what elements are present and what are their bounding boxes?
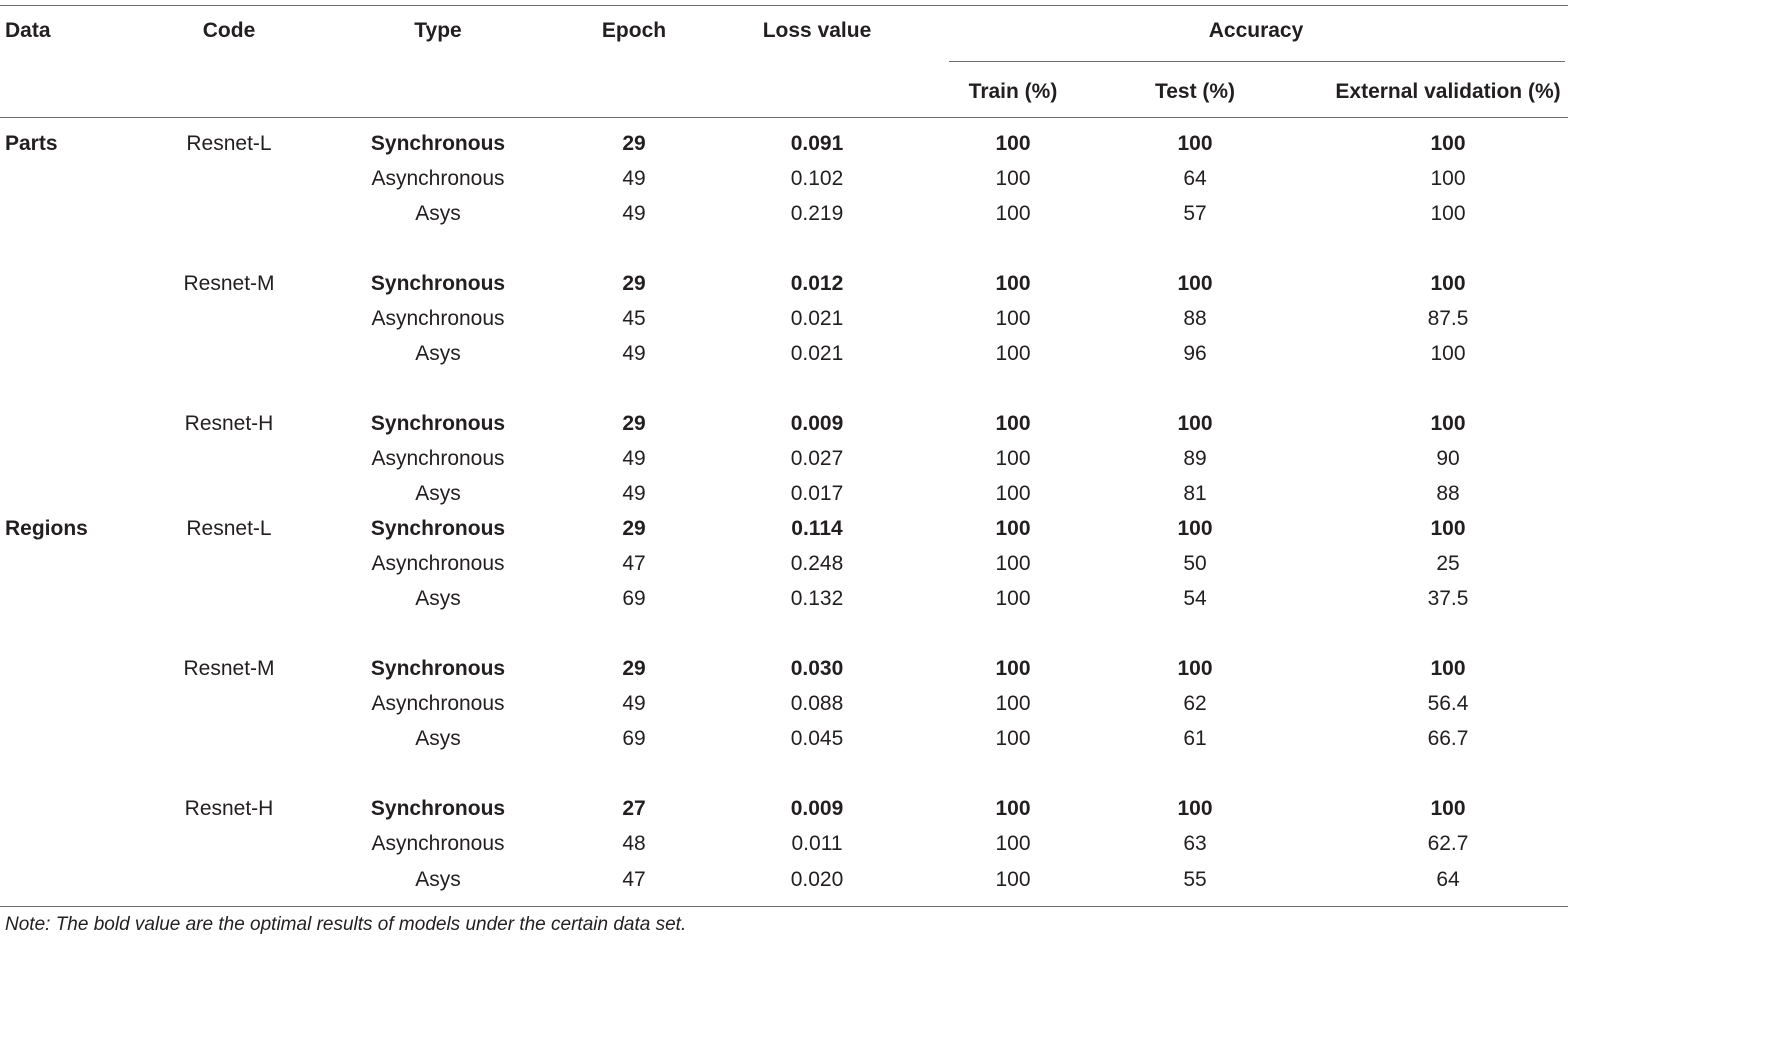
cell-code: Resnet-M (183, 272, 275, 295)
cell-data: Regions (5, 517, 88, 540)
cell-loss: 0.009 (790, 412, 844, 435)
cell-loss: 0.021 (790, 307, 844, 330)
cell-external: 37.5 (1427, 587, 1469, 610)
cell-test: 89 (1183, 447, 1207, 470)
cell-train: 100 (995, 447, 1031, 470)
cell-type: Asys (415, 587, 461, 610)
header-epoch: Epoch (601, 19, 667, 42)
cell-train: 100 (995, 412, 1031, 435)
cell-loss: 0.021 (790, 342, 844, 365)
cell-test: 54 (1183, 587, 1207, 610)
cell-test: 100 (1177, 412, 1213, 435)
cell-external: 25 (1436, 552, 1460, 575)
cell-external: 100 (1430, 797, 1466, 820)
cell-test: 100 (1177, 132, 1213, 155)
cell-test: 62 (1183, 692, 1207, 715)
cell-train: 100 (995, 167, 1031, 190)
cell-external: 87.5 (1427, 307, 1469, 330)
cell-type: Asynchronous (371, 167, 505, 190)
cell-external: 64 (1436, 868, 1460, 891)
cell-code: Resnet-H (184, 412, 274, 435)
cell-type: Asys (415, 727, 461, 750)
cell-loss: 0.088 (790, 692, 844, 715)
cell-loss: 0.091 (790, 132, 844, 155)
cell-type: Synchronous (370, 272, 506, 295)
cell-epoch: 29 (622, 412, 646, 435)
header-data: Data (5, 19, 51, 42)
cell-code: Resnet-L (186, 517, 272, 540)
cell-train: 100 (995, 482, 1031, 505)
cell-test: 100 (1177, 272, 1213, 295)
cell-code: Resnet-L (186, 132, 272, 155)
cell-epoch: 27 (622, 797, 646, 820)
cell-train: 100 (995, 132, 1031, 155)
cell-external: 100 (1430, 657, 1466, 680)
cell-test: 64 (1183, 167, 1207, 190)
cell-external: 100 (1430, 412, 1466, 435)
cell-epoch: 49 (622, 342, 646, 365)
cell-external: 62.7 (1427, 832, 1469, 855)
cell-train: 100 (995, 552, 1031, 575)
cell-epoch: 49 (622, 167, 646, 190)
cell-loss: 0.027 (790, 447, 844, 470)
cell-type: Asynchronous (371, 832, 505, 855)
cell-loss: 0.012 (790, 272, 844, 295)
cell-test: 57 (1183, 202, 1207, 225)
cell-loss: 0.020 (790, 868, 844, 891)
cell-test: 55 (1183, 868, 1207, 891)
cell-type: Asys (415, 342, 461, 365)
cell-train: 100 (995, 307, 1031, 330)
cell-type: Synchronous (370, 412, 506, 435)
cell-type: Synchronous (370, 132, 506, 155)
cell-external: 100 (1430, 517, 1466, 540)
cell-loss: 0.132 (790, 587, 844, 610)
cell-test: 50 (1183, 552, 1207, 575)
table-bottom-rule (0, 906, 1568, 907)
cell-type: Synchronous (370, 797, 506, 820)
cell-type: Asys (415, 482, 461, 505)
cell-epoch: 47 (622, 552, 646, 575)
cell-type: Asys (415, 868, 461, 891)
cell-loss: 0.248 (790, 552, 844, 575)
cell-epoch: 45 (622, 307, 646, 330)
cell-external: 100 (1430, 202, 1466, 225)
cell-loss: 0.009 (790, 797, 844, 820)
header-bottom-rule (0, 117, 1568, 118)
cell-loss: 0.011 (791, 832, 843, 855)
cell-test: 100 (1177, 657, 1213, 680)
cell-train: 100 (995, 272, 1031, 295)
cell-test: 63 (1183, 832, 1207, 855)
cell-epoch: 29 (622, 272, 646, 295)
header-train: Train (%) (968, 80, 1058, 103)
cell-epoch: 49 (622, 447, 646, 470)
cell-train: 100 (995, 657, 1031, 680)
cell-train: 100 (995, 342, 1031, 365)
cell-loss: 0.114 (791, 517, 843, 540)
cell-loss: 0.017 (790, 482, 844, 505)
cell-type: Asynchronous (371, 447, 505, 470)
cell-train: 100 (995, 692, 1031, 715)
cell-loss: 0.045 (790, 727, 844, 750)
cell-epoch: 29 (622, 657, 646, 680)
cell-external: 100 (1430, 342, 1466, 365)
cell-train: 100 (995, 727, 1031, 750)
cell-type: Synchronous (370, 517, 506, 540)
cell-test: 100 (1177, 797, 1213, 820)
cell-epoch: 69 (622, 727, 646, 750)
cell-type: Asys (415, 202, 461, 225)
cell-epoch: 29 (622, 517, 646, 540)
header-accuracy: Accuracy (1208, 19, 1304, 42)
accuracy-group-rule (949, 61, 1565, 62)
cell-external: 100 (1430, 272, 1466, 295)
cell-test: 100 (1177, 517, 1213, 540)
cell-train: 100 (995, 517, 1031, 540)
cell-train: 100 (995, 202, 1031, 225)
cell-external: 66.7 (1427, 727, 1469, 750)
cell-epoch: 49 (622, 482, 646, 505)
cell-test: 81 (1183, 482, 1207, 505)
cell-loss: 0.219 (790, 202, 844, 225)
cell-epoch: 47 (622, 868, 646, 891)
cell-external: 100 (1430, 132, 1466, 155)
header-loss-value: Loss value (762, 19, 872, 42)
cell-train: 100 (995, 587, 1031, 610)
cell-external: 88 (1436, 482, 1460, 505)
cell-external: 56.4 (1427, 692, 1469, 715)
cell-epoch: 49 (622, 692, 646, 715)
cell-train: 100 (995, 832, 1031, 855)
cell-type: Asynchronous (371, 692, 505, 715)
cell-epoch: 29 (622, 132, 646, 155)
cell-loss: 0.102 (790, 167, 844, 190)
cell-test: 96 (1183, 342, 1207, 365)
cell-data: Parts (5, 132, 58, 155)
cell-epoch: 48 (622, 832, 646, 855)
cell-code: Resnet-H (184, 797, 274, 820)
cell-epoch: 69 (622, 587, 646, 610)
table-note: Note: The bold value are the optimal results of models under the certain data set. (5, 914, 687, 935)
cell-type: Asynchronous (371, 552, 505, 575)
cell-code: Resnet-M (183, 657, 275, 680)
cell-type: Asynchronous (371, 307, 505, 330)
cell-type: Synchronous (370, 657, 506, 680)
cell-external: 100 (1430, 167, 1466, 190)
cell-external: 90 (1436, 447, 1460, 470)
table-top-rule (0, 5, 1568, 6)
cell-loss: 0.030 (790, 657, 844, 680)
cell-train: 100 (995, 868, 1031, 891)
cell-test: 61 (1183, 727, 1207, 750)
header-external-validation: External validation (%) (1335, 80, 1561, 103)
cell-test: 88 (1183, 307, 1207, 330)
header-code: Code (202, 19, 256, 42)
cell-train: 100 (995, 797, 1031, 820)
header-type: Type (414, 19, 462, 42)
header-test: Test (%) (1154, 80, 1236, 103)
cell-epoch: 49 (622, 202, 646, 225)
